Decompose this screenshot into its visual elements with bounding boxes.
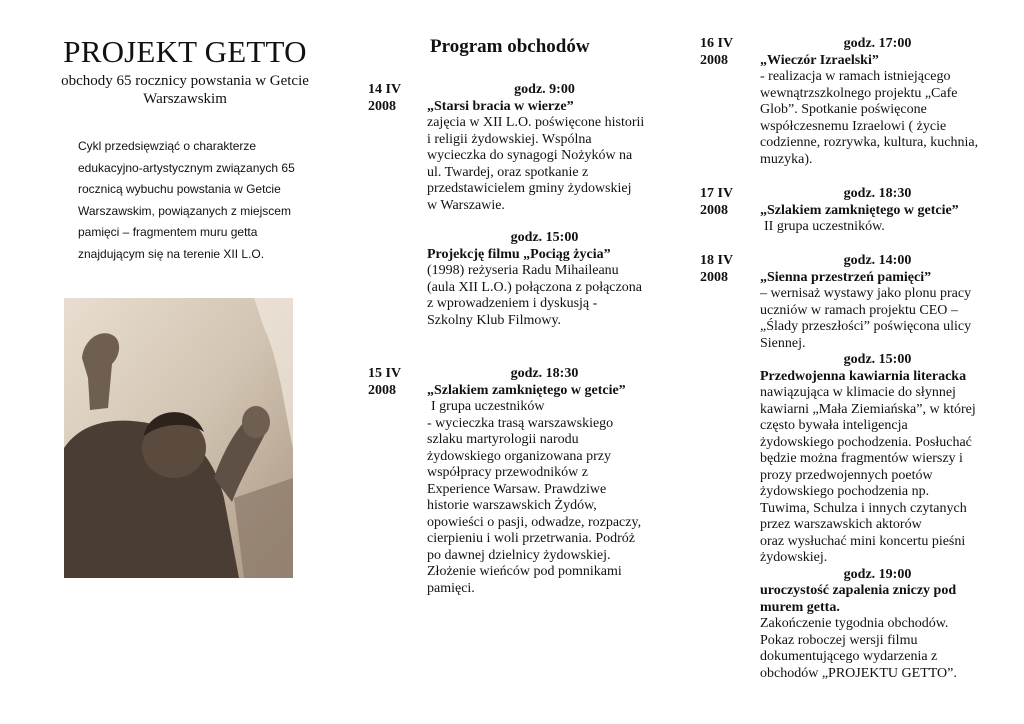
event-line: kawiarni „Mała Ziemiańska”, w której bbox=[760, 401, 976, 417]
event-line: uczniów w ramach projektu CEO – bbox=[760, 302, 958, 318]
date-year: 2008 bbox=[368, 98, 396, 114]
date-day: 17 IV bbox=[700, 186, 734, 201]
intro-text bbox=[78, 136, 313, 265]
event-time: godz. 18:30 bbox=[843, 186, 912, 201]
date-14 bbox=[368, 82, 401, 115]
event-line: (1998) reżyseria Radu Mihaileanu bbox=[427, 263, 619, 278]
event-title: „Wieczór Izraelski” bbox=[760, 52, 879, 68]
event-line: Siennej. bbox=[760, 335, 806, 351]
event-line: muzyka). bbox=[760, 151, 813, 167]
event-time: godz. 15:00 bbox=[510, 230, 579, 245]
event-line: oraz wysłuchać mini koncertu pieśni bbox=[760, 533, 966, 549]
event-time: godz. 17:00 bbox=[843, 36, 912, 51]
event-day18 bbox=[760, 253, 995, 682]
event-line: w Warszawie. bbox=[427, 197, 505, 213]
historical-photo bbox=[64, 298, 293, 578]
event-line: zajęcia w XII L.O. poświęcone historii bbox=[427, 115, 645, 130]
event-line: – wernisaż wystawy jako plonu pracy bbox=[760, 286, 972, 301]
intro-line: Cykl przedsięwziąć o charakterze bbox=[78, 139, 257, 153]
event-title: Przedwojenna kawiarnia literacka bbox=[760, 368, 967, 384]
event-line: i religii żydowskiej. Wspólna bbox=[427, 131, 592, 147]
event-title: murem getta. bbox=[760, 599, 840, 615]
intro-line: pamięci – fragmentem muru getta bbox=[78, 225, 258, 239]
event-line: - realizacja w ramach istniejącego bbox=[760, 69, 951, 84]
date-day: 15 IV bbox=[368, 366, 402, 381]
event-line: historie warszawskich Żydów, bbox=[427, 498, 597, 513]
photo-illustration bbox=[64, 298, 293, 578]
event-line: Złożenie wieńców pod pomnikami bbox=[427, 564, 622, 579]
event-line: żydowskiego pochodzenia. Posłuchać bbox=[760, 434, 972, 450]
event-line: szlaku martyrologii narodu bbox=[427, 432, 579, 447]
event-day17 bbox=[760, 186, 995, 236]
intro-line: znajdującym się na terenie XII L.O. bbox=[78, 246, 265, 261]
event-line: Glob”. Spotkanie poświęcone bbox=[760, 102, 927, 117]
event-line: pamięci. bbox=[427, 580, 475, 596]
event-line: żydowskiego organizowana przy bbox=[427, 448, 612, 464]
event-line: współpracy przewodników z bbox=[427, 465, 588, 480]
event-line: Zakończenie tygodnia obchodów. bbox=[760, 616, 949, 631]
event-time: godz. 14:00 bbox=[843, 253, 912, 268]
event-line: wycieczka do synagogi Nożyków na bbox=[427, 148, 633, 163]
event-line: ul. Twardej, oraz spotkanie z bbox=[427, 164, 589, 180]
date-year: 2008 bbox=[700, 269, 728, 285]
intro-line: rocznicą wybuchu powstania w Getcie bbox=[78, 182, 281, 196]
event-line: Tuwima, Schulza i innych czytanych bbox=[760, 500, 967, 516]
event-line: dokumentującego wydarzenia z bbox=[760, 649, 938, 664]
event-day14 bbox=[427, 82, 662, 329]
event-line: nawiązująca w klimacie do słynnej bbox=[760, 385, 956, 400]
event-line: I grupa uczestników bbox=[431, 399, 545, 414]
event-line: codzienne, rozrywka, kultura, kuchnia, bbox=[760, 135, 979, 150]
date-day: 16 IV bbox=[700, 36, 734, 51]
event-title: „Szlakiem zamkniętego w getcie” bbox=[427, 382, 626, 398]
date-year: 2008 bbox=[368, 382, 396, 398]
event-title: Projekcję filmu „Pociąg życia” bbox=[427, 246, 611, 262]
intro-line: edukacyjno-artystycznym związanych 65 bbox=[78, 160, 295, 175]
event-line: wewnątrzszkolnego projektu „Cafe bbox=[760, 85, 958, 101]
event-line: obchodów „PROJEKTU GETTO”. bbox=[760, 665, 957, 681]
event-title: „Starsi bracia w wierze” bbox=[427, 98, 574, 114]
event-line: przez warszawskich aktorów bbox=[760, 517, 922, 532]
event-line: Szkolny Klub Filmowy. bbox=[427, 312, 562, 328]
program-title: Program obchodów bbox=[430, 36, 590, 57]
event-line: „Ślady przeszłości” poświęcona ulicy bbox=[760, 319, 972, 334]
event-line: po dawnej dzielnicy żydowskiej. bbox=[427, 547, 611, 563]
event-time: godz. 18:30 bbox=[510, 366, 579, 381]
event-title: uroczystość zapalenia zniczy pod bbox=[760, 583, 957, 598]
event-title: „Sienna przestrzeń pamięci” bbox=[760, 269, 932, 285]
date-day: 14 IV bbox=[368, 82, 402, 97]
event-line: żydowskiej. bbox=[760, 550, 828, 565]
date-18 bbox=[700, 253, 733, 286]
event-line: żydowskiego pochodzenia np. bbox=[760, 484, 930, 499]
date-year: 2008 bbox=[700, 52, 728, 68]
event-line: będzie można fragmentów wierszy i bbox=[760, 451, 963, 466]
event-line: prozy przedwojennych poetów bbox=[760, 467, 933, 483]
event-line: współczesnemu Izraelowi ( życie bbox=[760, 118, 947, 134]
intro-line: Warszawskim, powiązanych z miejscem bbox=[78, 203, 291, 218]
date-year: 2008 bbox=[700, 202, 728, 218]
event-line: II grupa uczestników. bbox=[764, 219, 885, 234]
event-title: „Szlakiem zamkniętego w getcie” bbox=[760, 202, 959, 218]
date-17 bbox=[700, 186, 733, 219]
event-line: Pokaz roboczej wersji filmu bbox=[760, 632, 918, 648]
event-line: (aula XII L.O.) połączona z połączona bbox=[427, 279, 642, 295]
document-subtitle: obchody 65 rocznicy powstania w Getcie Warszawskim bbox=[61, 73, 309, 107]
event-line: z wprowadzeniem i dyskusją - bbox=[427, 296, 598, 311]
event-line: Experience Warsaw. Prawdziwe bbox=[427, 481, 607, 497]
date-16 bbox=[700, 36, 733, 69]
event-line: opowieści o pasji, odwadze, rozpaczy, bbox=[427, 514, 642, 530]
event-day16 bbox=[760, 36, 995, 168]
date-day: 18 IV bbox=[700, 253, 734, 268]
event-line: przedstawicielem gminy żydowskiej bbox=[427, 181, 632, 196]
event-time: godz. 19:00 bbox=[843, 566, 912, 582]
event-time: godz. 15:00 bbox=[843, 352, 912, 367]
event-day15 bbox=[427, 366, 662, 597]
date-15 bbox=[368, 366, 401, 399]
event-line: cierpieniu i woli przetrwania. Podróż bbox=[427, 531, 635, 546]
event-line: - wycieczka trasą warszawskiego bbox=[427, 415, 614, 431]
event-time: godz. 9:00 bbox=[514, 82, 575, 97]
event-line: często bywała inteligencja bbox=[760, 418, 908, 433]
document-title: PROJEKT GETTO bbox=[63, 34, 307, 69]
